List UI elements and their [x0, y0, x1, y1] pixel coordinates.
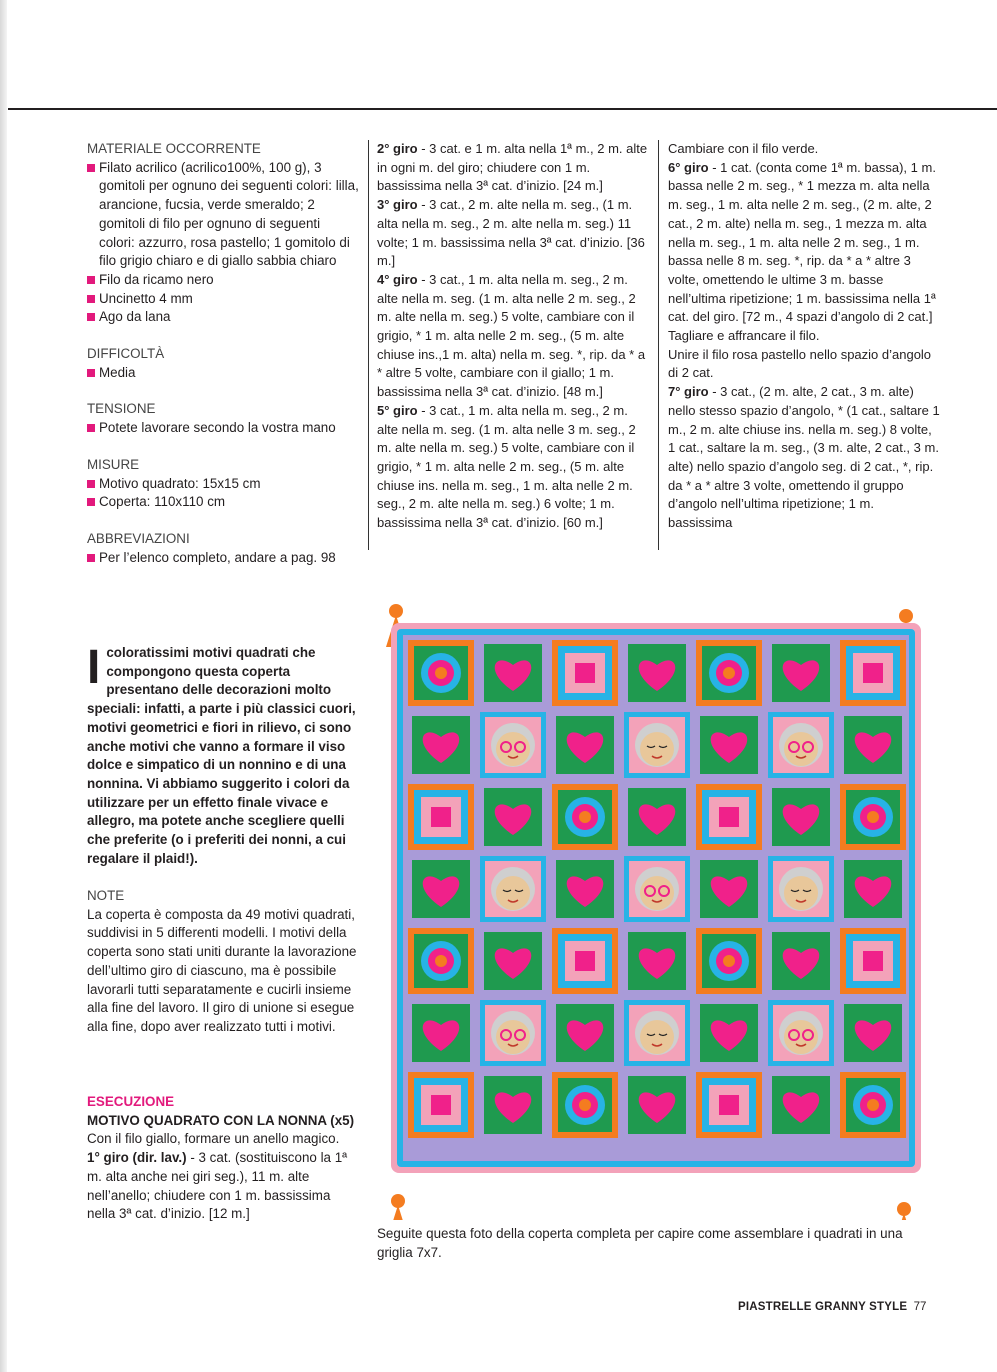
granny-square-center [431, 807, 451, 827]
giro-2 [377, 140, 649, 196]
column-divider [368, 140, 369, 550]
granny-square-center [863, 663, 883, 683]
face-motif [784, 876, 818, 910]
face-motif [640, 732, 674, 766]
granny-center [867, 811, 879, 823]
header-rule [8, 108, 997, 110]
giro-text: - 3 cat., 1 m. alta nella m. seg., 2 m. alte nella m. seg. (1 m. alta nelle 2 m. seg., 2 m. alte nella m. seg.) 5 volte, cambiare con il grigio, * 1 m. alta nelle 2 m. seg., (5 m. alte chiuse ins.,1 m. alta) nella m. seg. *, rip. da * a * altre 5 volte, cambiare con il giallo; 1 m. bassissima nella 3ª cat. d’inizio. [48 m.] [377, 271, 646, 400]
face-motif [640, 1020, 674, 1054]
section-tensione [87, 400, 359, 437]
page-footer [738, 1301, 926, 1313]
granny-center [435, 667, 447, 679]
photo-caption: Seguite questa foto della coperta completa per capire come assemblare i quadrati in una griglia 7x7. [377, 1226, 903, 1260]
misure-title: MISURE [87, 456, 140, 472]
granny-center [579, 1099, 591, 1111]
instructions-column-2 [377, 140, 649, 533]
face-motif [496, 876, 530, 910]
page-number: 77 [913, 1301, 927, 1313]
esecuzione-title: ESECUZIONE [87, 1094, 175, 1109]
giro-text: - 3 cat. (sostituiscono la 1ª m. alta anche nei giri seg.), 11 m. alte nell’anello; chiudere con 1 m. bassissima nella 3ª cat. d’inizio. [12 m.] [87, 1150, 348, 1222]
instructions-column-3 [668, 140, 940, 533]
column-divider [658, 140, 659, 550]
granny-center [723, 955, 735, 967]
giro-text: - 3 cat., (2 m. alte, 2 cat., 3 m. alte) nello stesso spazio d’angolo, * (1 cat., saltare 1 m., 2 m. alte chiuse ins. nella m. seg.) 8 volte, 1 cat., saltare la m. seg., (3 m. alte, 2 cat., 3 m. alte) nello spazio d’angolo seg. di 2 cat., *, rip. da * a * altre 3 volte, omettendo il gruppo d’angolo nell’ultima ripetizione; 1 m. bassissima [668, 384, 940, 531]
section-difficolta [87, 345, 359, 382]
granny-center [579, 811, 591, 823]
page-gutter [0, 0, 7, 1372]
drop-cap: I [87, 641, 101, 694]
granny-center [867, 1099, 879, 1111]
giro-6 [668, 159, 940, 327]
giro-label: 1° giro (dir. lav.) [87, 1150, 187, 1166]
blanket-photo [376, 575, 936, 1220]
section-materiale [87, 140, 359, 327]
esecuzione-subtitle: MOTIVO QUADRATO CON LA NONNA (x5) [87, 1112, 355, 1128]
tassel-knot [391, 1194, 405, 1208]
giro-label: 7° giro [668, 384, 709, 400]
giro-label: 6° giro [668, 159, 709, 175]
abbreviazioni-title: ABBREVIAZIONI [87, 530, 190, 546]
tensione-value: Potete lavorare secondo la vostra mano [87, 419, 359, 438]
giro-1 [87, 1149, 359, 1224]
granny-center [723, 667, 735, 679]
giro-label: 3° giro [377, 197, 418, 213]
giro-5 [377, 402, 649, 533]
tensione-title: TENSIONE [87, 401, 156, 417]
difficolta-title: DIFFICOLTÀ [87, 346, 165, 362]
materiale-title: MATERIALE OCCORRENTE [87, 141, 261, 156]
granny-square-center [575, 951, 595, 971]
abbreviazioni-value: Per l’elenco completo, andare a pag. 98 [87, 549, 359, 568]
giro-text: - 3 cat., 1 m. alta nella m. seg., 2 m. alte nella m. seg. (1 m. alta nelle 3 m. seg., 2 m. alte nella m. seg.) 5 volte, cambiare con il grigio, * 1 m. alta nelle 2 m. seg., (5 m. alte chiuse ins. nella m. seg., 1 m. alta nelle 2 m. seg., 2 m. alte nella m. seg.) 6 volte; 1 m. bassissima nella 3ª cat. d’inizio. [60 m.] [377, 402, 636, 531]
giro-text: - 1 cat. (conta come 1ª m. bassa), 1 m. bassa nelle 2 m. seg., * 1 mezza m. alta nella m. seg., 1 m. alta nelle 2 m. seg., (2 m. alte, 2 cat., 2 m. alte) nella m. seg., 1 mezza m. alta nella m. seg., 1 m. alta nelle 2 m. seg., 1 m. bassa nelle 8 m. seg. *, rip. da * a * altre 3 volte, omettendo le ultime 3 m. basse nell’ultima ripetizione; 1 m. bassissima nella 1ª cat. del giro. [72 m., 4 spazi d’angolo di 2 cat.] [668, 159, 936, 325]
sidebar-info [87, 140, 359, 585]
tassel-knot [389, 604, 403, 618]
color-change-line: Cambiare con il filo verde. [668, 141, 819, 156]
section-abbreviazioni [87, 530, 359, 567]
footer-label: PIASTRELLE GRANNY STYLE [738, 1301, 908, 1313]
giro-4 [377, 271, 649, 402]
cut-line: Tagliare e affrancare il filo. [668, 328, 820, 344]
materiale-item: Uncinetto 4 mm [87, 290, 359, 309]
misure-item: Motivo quadrato: 15x15 cm [87, 475, 359, 494]
granny-center [435, 955, 447, 967]
materiale-item: Filato acrilico (acrilico100%, 100 g), 3 gomitoli per ognuno dei seguenti colori: lilla, arancione, fucsia, verde smeraldo; 2 gomitoli di filo per ognuno di seguenti colori: azzurro, rosa pastello; 1 gomitolo di filo grigio chiaro e di giallo sabbia chiaro [87, 159, 359, 271]
giro-label: 2° giro [377, 141, 418, 156]
giro-3 [377, 196, 649, 271]
misure-item: Coperta: 110x110 cm [87, 493, 359, 512]
giro-7 [668, 383, 940, 533]
tassel-knot [897, 1202, 911, 1216]
note-text: La coperta è composta da 49 motivi quadrati, suddivisi in 5 differenti modelli. I motivi della coperta sono stati uniti durante la lavorazione dell’ultimo giro di ciascuno, ma è possibile lavorarli tutti separatamente e cucirli insieme alla fine del lavoro. Il giro di unione si esegue alla fine, dopo aver realizzato tutti i motivi. [87, 906, 357, 1034]
giro-label: 5° giro [377, 402, 418, 418]
materiale-item: Ago da lana [87, 308, 359, 327]
granny-square-center [863, 951, 883, 971]
esecuzione-intro: Con il filo giallo, formare un anello magico. [87, 1131, 340, 1147]
granny-square-center [431, 1095, 451, 1115]
giro-text: - 3 cat., 2 m. alte nella m. seg., (1 m. alta nella m. seg., 2 m. alte nella m. seg.) 11 volte; 1 m. bassissima nella 3ª cat. d’inizio. [36 m.] [377, 197, 645, 269]
intro-text: coloratissimi motivi quadrati che compongono questa coperta presentano delle decorazioni molto speciali: infatti, a parte i più classici cuori, motivi geometrici e fiori in rilievo, ci sono anche motivi che vanno a formare il viso dolce e simpatico di un nonnino e di una nonnina. Vi abbiamo suggerito i colori da utilizzare per un effetto finale vivace e allegro, ma potete anche scegliere quelli che preferite (o i preferiti dei nonni, a cui regalare il plaid!). [87, 645, 356, 866]
giro-label: 4° giro [377, 271, 418, 287]
granny-square-center [719, 1095, 739, 1115]
difficolta-value: Media [87, 364, 359, 383]
intro-paragraph [87, 641, 359, 868]
giro-text: - 3 cat. e 1 m. alta nella 1ª m., 2 m. alte in ogni m. del giro; chiudere con 1 m. bassissima nella 3ª cat. d’inizio. [24 m.] [377, 141, 648, 194]
materiale-item: Filo da ricamo nero [87, 271, 359, 290]
section-misure [87, 456, 359, 512]
join-line: Unire il filo rosa pastello nello spazio d’angolo di 2 cat. [668, 346, 932, 381]
note-title: NOTE [87, 888, 125, 903]
granny-square-center [575, 663, 595, 683]
esecuzione-section [87, 1093, 359, 1224]
tassel-knot [899, 609, 913, 623]
notes-section [87, 887, 359, 1037]
granny-square-center [719, 807, 739, 827]
